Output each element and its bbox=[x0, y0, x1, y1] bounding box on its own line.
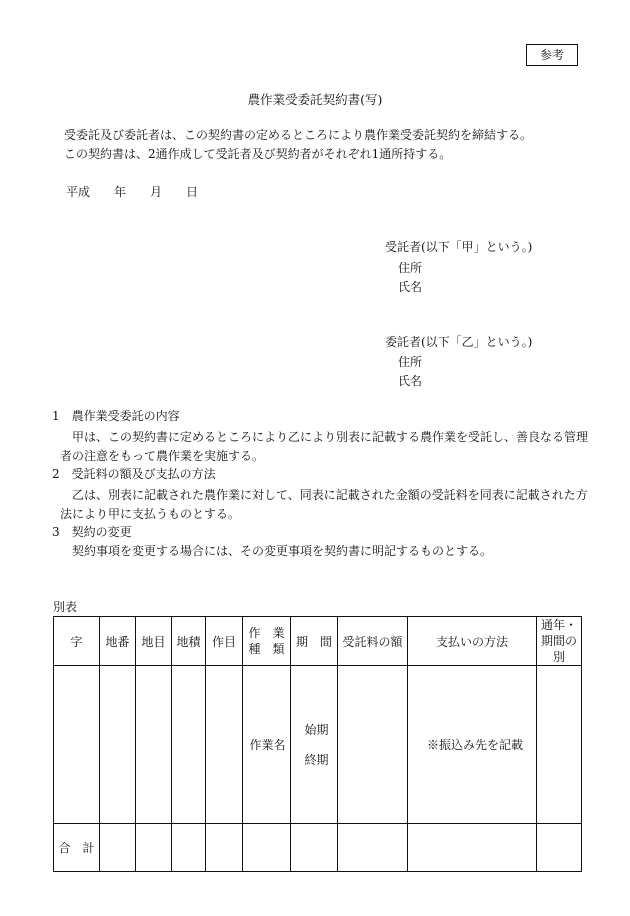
clause-1-heading: 1 農作業受委託の内容 bbox=[52, 409, 180, 423]
clause-1-line-1: 甲は、この契約書に定めるところにより乙により別表に記載する農作業を受託し、善良なる管理 bbox=[72, 430, 589, 444]
period-end: 終期 bbox=[304, 752, 329, 767]
cell-payment-note: ※振込み先を記載 bbox=[408, 666, 537, 824]
total-cell-land-type bbox=[136, 824, 172, 872]
total-cell-payment bbox=[408, 824, 537, 872]
clause-2-line-2: 法により甲に支払うものとする。 bbox=[60, 507, 241, 521]
cell-area bbox=[172, 666, 206, 824]
period-start: 始期 bbox=[304, 722, 329, 737]
cell-aza bbox=[54, 666, 100, 824]
header-land-type: 地目 bbox=[136, 617, 172, 666]
clause-3-heading: 3 契約の変更 bbox=[52, 525, 132, 539]
total-cell-lot bbox=[100, 824, 136, 872]
reference-badge: 参考 bbox=[526, 44, 578, 66]
total-cell-area bbox=[172, 824, 206, 872]
appendix-table bbox=[53, 616, 582, 872]
table-row bbox=[54, 666, 582, 824]
header-yearround-line-3: 別 bbox=[552, 650, 565, 664]
intro-line-1: 受委託及び委託者は、この契約書の定めるところにより農作業受委託契約を締結する。 bbox=[64, 128, 533, 142]
date-line: 平成 年 月 日 bbox=[66, 185, 199, 199]
header-work-type-line-1: 作 業 bbox=[248, 626, 285, 640]
clause-3-line-1: 契約事項を変更する場合には、その変更事項を契約書に明記するものとする。 bbox=[72, 544, 493, 558]
header-lot-number: 地番 bbox=[100, 617, 136, 666]
header-work-type bbox=[243, 617, 291, 666]
table-total-row bbox=[54, 824, 582, 872]
intro-line-2: この契約書は、2通作成して受託者及び契約者がそれぞれ1通所持する。 bbox=[64, 147, 452, 161]
cell-land-type bbox=[136, 666, 172, 824]
clause-2-line-1: 乙は、別表に記載された農作業に対して、同表に記載された金額の受託料を同表に記載された方 bbox=[72, 488, 588, 502]
total-cell-yearround bbox=[537, 824, 582, 872]
consignor-heading: 委託者(以下「乙」という。) bbox=[385, 335, 533, 349]
total-cell-crop bbox=[206, 824, 243, 872]
cell-crop bbox=[206, 666, 243, 824]
total-cell-work bbox=[243, 824, 291, 872]
trustee-heading: 受託者(以下「甲」という。) bbox=[385, 240, 533, 254]
header-period: 期 間 bbox=[291, 617, 338, 666]
document-title: 農作業受委託契約書(写) bbox=[247, 92, 383, 107]
clause-2-heading: 2 受託料の額及び支払の方法 bbox=[52, 467, 216, 481]
total-label: 合 計 bbox=[54, 824, 100, 872]
total-cell-period bbox=[291, 824, 338, 872]
consignor-name-label: 氏名 bbox=[398, 374, 423, 388]
cell-yearround bbox=[537, 666, 582, 824]
header-yearround-line-1: 通年・ bbox=[540, 618, 577, 632]
header-fee: 受託料の額 bbox=[338, 617, 408, 666]
trustee-name-label: 氏名 bbox=[398, 280, 423, 294]
cell-fee bbox=[338, 666, 408, 824]
header-crop: 作目 bbox=[206, 617, 243, 666]
header-yearround-or-period bbox=[537, 617, 582, 666]
header-yearround-line-2: 期間の bbox=[540, 634, 577, 648]
table-header-row bbox=[54, 617, 582, 666]
clause-1-line-2: 者の注意をもって農作業を実施する。 bbox=[60, 449, 265, 463]
header-work-type-line-2: 種 類 bbox=[248, 642, 285, 656]
total-cell-fee bbox=[338, 824, 408, 872]
cell-work-name: 作業名 bbox=[243, 666, 291, 824]
cell-lot-number bbox=[100, 666, 136, 824]
header-payment-method: 支払いの方法 bbox=[408, 617, 537, 666]
header-area: 地積 bbox=[172, 617, 206, 666]
appendix-label: 別表 bbox=[53, 600, 78, 614]
consignor-address-label: 住所 bbox=[398, 355, 423, 369]
header-aza: 字 bbox=[54, 617, 100, 666]
trustee-address-label: 住所 bbox=[398, 261, 423, 275]
cell-period bbox=[291, 666, 338, 824]
